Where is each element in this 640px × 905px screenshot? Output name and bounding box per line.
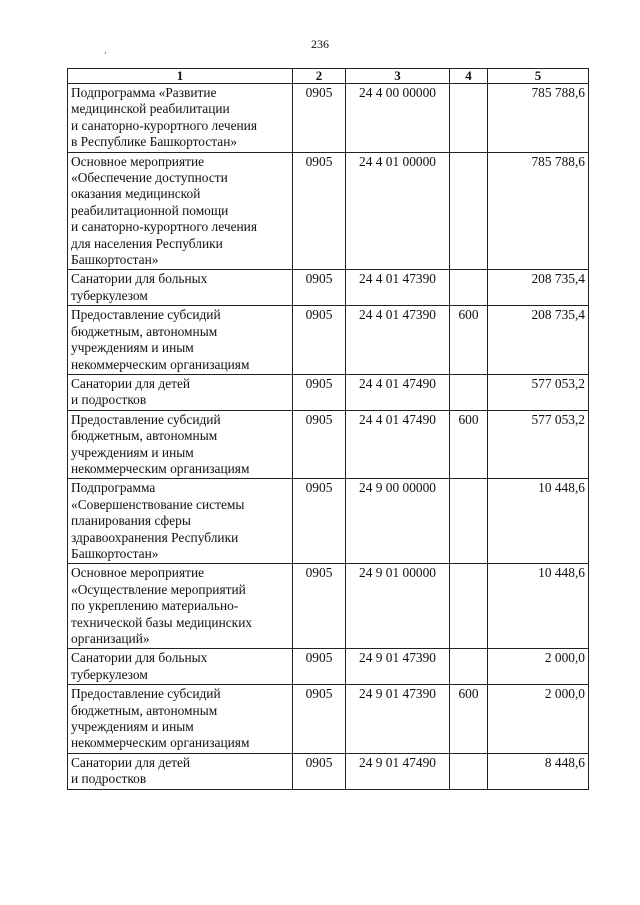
row-section: 0905 bbox=[293, 685, 346, 754]
row-code: 24 4 01 47490 bbox=[346, 374, 450, 410]
row-section: 0905 bbox=[293, 374, 346, 410]
row-type bbox=[450, 152, 488, 270]
row-type: 600 bbox=[450, 685, 488, 754]
header-col-4: 4 bbox=[450, 69, 488, 84]
table-row bbox=[68, 152, 589, 270]
row-type bbox=[450, 374, 488, 410]
table-row bbox=[68, 270, 589, 306]
row-name: Предоставление субсидий бюджетным, автономным учреждениям и иным некоммерческим организациям bbox=[68, 306, 293, 375]
row-amount: 8 448,6 bbox=[488, 753, 589, 789]
row-amount: 208 735,4 bbox=[488, 270, 589, 306]
row-code: 24 9 01 47490 bbox=[346, 753, 450, 789]
row-type bbox=[450, 479, 488, 564]
row-code: 24 9 01 47390 bbox=[346, 649, 450, 685]
table-header-row bbox=[68, 69, 589, 84]
row-name: Основное мероприятие «Обеспечение доступности оказания медицинской реабилитационной помощи и санаторно-курортного лечения для населения Республики Башкортостан» bbox=[68, 152, 293, 270]
row-section: 0905 bbox=[293, 410, 346, 479]
row-name: Подпрограмма «Развитие медицинской реабилитации и санаторно-курортного лечения в Республике Башкортостан» bbox=[68, 84, 293, 153]
row-section: 0905 bbox=[293, 270, 346, 306]
header-col-1: 1 bbox=[68, 69, 293, 84]
row-amount: 10 448,6 bbox=[488, 479, 589, 564]
table-row bbox=[68, 410, 589, 479]
table-row bbox=[68, 649, 589, 685]
table-row bbox=[68, 374, 589, 410]
table-row bbox=[68, 479, 589, 564]
budget-table bbox=[67, 68, 589, 790]
row-amount: 577 053,2 bbox=[488, 374, 589, 410]
row-name: Санатории для детей и подростков bbox=[68, 753, 293, 789]
row-code: 24 4 00 00000 bbox=[346, 84, 450, 153]
header-col-2: 2 bbox=[293, 69, 346, 84]
row-amount: 208 735,4 bbox=[488, 306, 589, 375]
row-name: Основное мероприятие «Осуществление мероприятий по укреплению материально- технической базы медицинских организаций» bbox=[68, 564, 293, 649]
header-col-3: 3 bbox=[346, 69, 450, 84]
row-section: 0905 bbox=[293, 479, 346, 564]
table-row bbox=[68, 84, 589, 153]
row-section: 0905 bbox=[293, 649, 346, 685]
row-name: Санатории для больных туберкулезом bbox=[68, 649, 293, 685]
row-amount: 2 000,0 bbox=[488, 649, 589, 685]
row-code: 24 9 00 00000 bbox=[346, 479, 450, 564]
row-section: 0905 bbox=[293, 152, 346, 270]
row-name: Предоставление субсидий бюджетным, автономным учреждениям и иным некоммерческим организациям bbox=[68, 685, 293, 754]
row-name: Санатории для детей и подростков bbox=[68, 374, 293, 410]
row-code: 24 4 01 47490 bbox=[346, 410, 450, 479]
table-row bbox=[68, 306, 589, 375]
row-amount: 2 000,0 bbox=[488, 685, 589, 754]
row-code: 24 9 01 47390 bbox=[346, 685, 450, 754]
row-type: 600 bbox=[450, 306, 488, 375]
page-number: 236 bbox=[311, 37, 329, 51]
row-code: 24 4 01 00000 bbox=[346, 152, 450, 270]
row-type bbox=[450, 270, 488, 306]
row-code: 24 4 01 47390 bbox=[346, 306, 450, 375]
row-type bbox=[450, 649, 488, 685]
row-amount: 10 448,6 bbox=[488, 564, 589, 649]
row-section: 0905 bbox=[293, 753, 346, 789]
row-type: 600 bbox=[450, 410, 488, 479]
row-amount: 577 053,2 bbox=[488, 410, 589, 479]
table-row bbox=[68, 753, 589, 789]
scan-mark: ‚ bbox=[104, 45, 107, 55]
row-section: 0905 bbox=[293, 84, 346, 153]
row-type bbox=[450, 753, 488, 789]
row-code: 24 9 01 00000 bbox=[346, 564, 450, 649]
row-section: 0905 bbox=[293, 306, 346, 375]
row-amount: 785 788,6 bbox=[488, 84, 589, 153]
table-row bbox=[68, 685, 589, 754]
row-name: Подпрограмма «Совершенствование системы планирования сферы здравоохранения Республики Башкортостан» bbox=[68, 479, 293, 564]
row-name: Предоставление субсидий бюджетным, автономным учреждениям и иным некоммерческим организациям bbox=[68, 410, 293, 479]
row-amount: 785 788,6 bbox=[488, 152, 589, 270]
row-type bbox=[450, 564, 488, 649]
row-type bbox=[450, 84, 488, 153]
row-code: 24 4 01 47390 bbox=[346, 270, 450, 306]
row-section: 0905 bbox=[293, 564, 346, 649]
row-name: Санатории для больных туберкулезом bbox=[68, 270, 293, 306]
table-row bbox=[68, 564, 589, 649]
header-col-5: 5 bbox=[488, 69, 589, 84]
